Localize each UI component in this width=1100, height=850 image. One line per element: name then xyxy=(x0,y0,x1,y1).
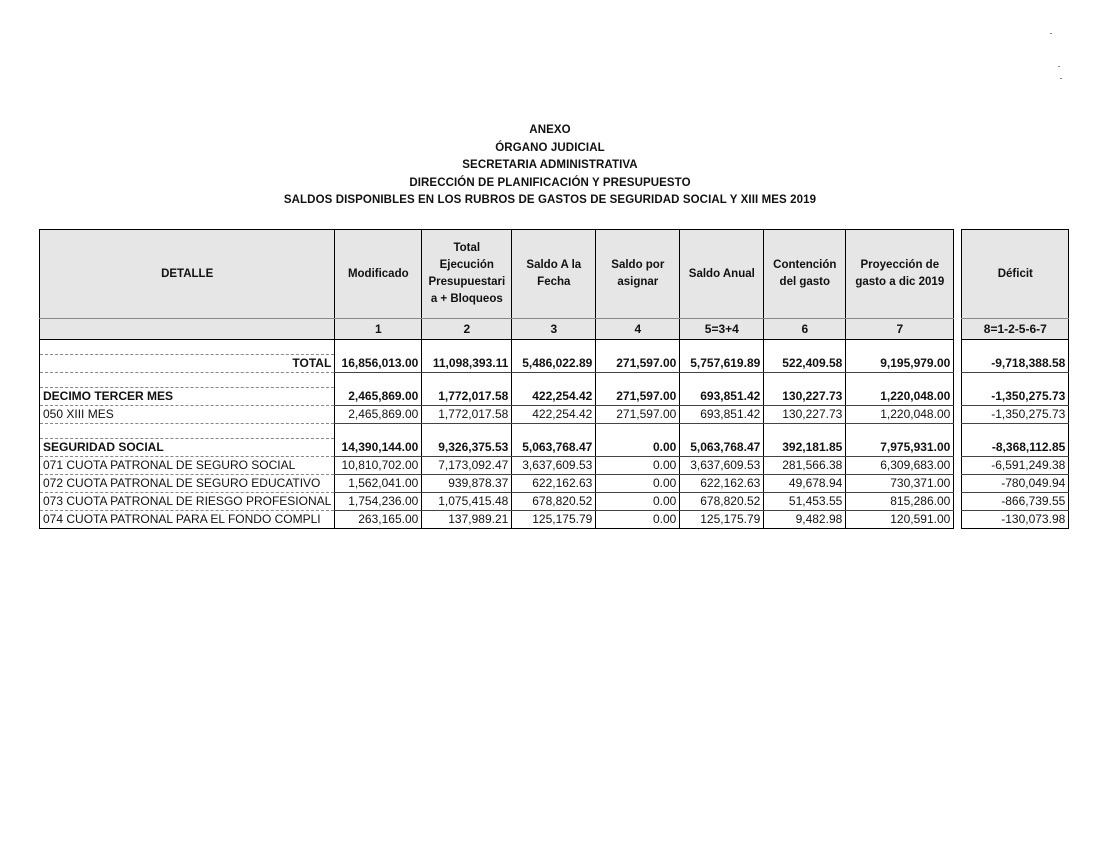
cell-saldo-fecha: 5,063,768.47 xyxy=(512,439,596,457)
cell-deficit: -780,049.94 xyxy=(962,475,1069,493)
cell-ejecucion: 9,326,375.53 xyxy=(422,439,512,457)
cell-saldo-asignar: 271,597.00 xyxy=(596,355,680,373)
cell-saldo-asignar: 271,597.00 xyxy=(596,406,680,424)
cell-contencion: 281,566.38 xyxy=(764,457,846,475)
column-gap xyxy=(954,230,962,319)
header-saldo-asignar: Saldo por asignar xyxy=(596,230,680,319)
cell-saldo-fecha: 622,162.63 xyxy=(512,475,596,493)
cell-proyeccion: 1,220,048.00 xyxy=(846,406,954,424)
header-saldo-anual: Saldo Anual xyxy=(680,230,764,319)
cell-modificado: 10,810,702.00 xyxy=(335,457,422,475)
cell-modificado: 2,465,869.00 xyxy=(335,388,422,406)
row-label: TOTAL xyxy=(40,355,335,373)
header-saldo-fecha: Saldo A la Fecha xyxy=(512,230,596,319)
header-contencion: Contención del gasto xyxy=(764,230,846,319)
cell-modificado: 14,390,144.00 xyxy=(335,439,422,457)
cell-ejecucion: 1,772,017.58 xyxy=(422,388,512,406)
cell-ejecucion: 939,878.37 xyxy=(422,475,512,493)
cell-saldo-asignar: 0.00 xyxy=(596,511,680,529)
spacer-row xyxy=(40,424,1069,439)
table-row-xiii-mes xyxy=(40,406,1069,424)
column-number: 3 xyxy=(512,319,596,340)
cell-deficit: -1,350,275.73 xyxy=(962,406,1069,424)
column-number: 1 xyxy=(335,319,422,340)
cell-saldo-fecha: 422,254.42 xyxy=(512,388,596,406)
cell-saldo-fecha: 3,637,609.53 xyxy=(512,457,596,475)
row-label: 073 CUOTA PATRONAL DE RIESGO PROFESIONAL xyxy=(40,493,335,511)
cell-proyeccion: 7,975,931.00 xyxy=(846,439,954,457)
cell-saldo-anual: 693,851.42 xyxy=(680,388,764,406)
cell-saldo-fecha: 422,254.42 xyxy=(512,406,596,424)
cell-saldo-anual: 125,175.79 xyxy=(680,511,764,529)
header-ejecucion: Total Ejecución Presupuestari a + Bloqueos xyxy=(422,230,512,319)
title-direccion: DIRECCIÓN DE PLANIFICACIÓN Y PRESUPUESTO xyxy=(409,176,691,189)
cell-saldo-anual: 622,162.63 xyxy=(680,475,764,493)
row-label: 072 CUOTA PATRONAL DE SEGURO EDUCATIVO xyxy=(40,475,335,493)
scan-speck xyxy=(1050,33,1052,34)
column-number: 2 xyxy=(422,319,512,340)
cell-contencion: 522,409.58 xyxy=(764,355,846,373)
cell-contencion: 51,453.55 xyxy=(764,493,846,511)
cell-saldo-anual: 3,637,609.53 xyxy=(680,457,764,475)
title-anexo: ANEXO xyxy=(529,124,571,136)
column-number-row xyxy=(40,319,1069,340)
cell-proyeccion: 9,195,979.00 xyxy=(846,355,954,373)
cell-saldo-fecha: 125,175.79 xyxy=(512,511,596,529)
title-organo: ÓRGANO JUDICIAL xyxy=(495,141,605,154)
cell-modificado: 16,856,013.00 xyxy=(335,355,422,373)
cell-proyeccion: 120,591.00 xyxy=(846,511,954,529)
cell-saldo-anual: 693,851.42 xyxy=(680,406,764,424)
cell-saldo-asignar: 0.00 xyxy=(596,457,680,475)
cell-proyeccion: 1,220,048.00 xyxy=(846,388,954,406)
cell-saldo-anual: 5,063,768.47 xyxy=(680,439,764,457)
header-proyeccion: Proyección de gasto a dic 2019 xyxy=(846,230,954,319)
cell-saldo-anual: 678,820.52 xyxy=(680,493,764,511)
cell-saldo-asignar: 0.00 xyxy=(596,475,680,493)
header-detalle: DETALLE xyxy=(40,230,335,319)
spacer-row xyxy=(40,373,1069,388)
cell-saldo-fecha: 5,486,022.89 xyxy=(512,355,596,373)
cell-contencion: 49,678.94 xyxy=(764,475,846,493)
cell-modificado: 1,562,041.00 xyxy=(335,475,422,493)
row-label: 074 CUOTA PATRONAL PARA EL FONDO COMPLI xyxy=(40,511,335,529)
scan-speck xyxy=(1060,78,1062,79)
cell-ejecucion: 137,989.21 xyxy=(422,511,512,529)
table-row-071 xyxy=(40,457,1069,475)
column-number: 8=1-2-5-6-7 xyxy=(962,319,1069,340)
column-gap xyxy=(954,319,962,340)
row-label: 071 CUOTA PATRONAL DE SEGURO SOCIAL xyxy=(40,457,335,475)
column-number: 7 xyxy=(846,319,954,340)
header-deficit: Déficit xyxy=(962,230,1069,319)
row-label: 050 XIII MES xyxy=(40,406,335,424)
cell-ejecucion: 7,173,092.47 xyxy=(422,457,512,475)
budget-table xyxy=(39,229,1069,529)
cell-proyeccion: 6,309,683.00 xyxy=(846,457,954,475)
row-label: SEGURIDAD SOCIAL xyxy=(40,439,335,457)
row-label: DECIMO TERCER MES xyxy=(40,388,335,406)
table-row-seguridad-social xyxy=(40,439,1069,457)
cell-deficit: -6,591,249.38 xyxy=(962,457,1069,475)
table-row-decimo-tercer-mes xyxy=(40,388,1069,406)
cell-modificado: 2,465,869.00 xyxy=(335,406,422,424)
cell-modificado: 263,165.00 xyxy=(335,511,422,529)
cell-contencion: 9,482.98 xyxy=(764,511,846,529)
document-title-block xyxy=(0,122,1100,210)
column-number: 5=3+4 xyxy=(680,319,764,340)
cell-saldo-anual: 5,757,619.89 xyxy=(680,355,764,373)
cell-saldo-asignar: 271,597.00 xyxy=(596,388,680,406)
cell-contencion: 130,227.73 xyxy=(764,406,846,424)
cell-modificado: 1,754,236.00 xyxy=(335,493,422,511)
table-row-total xyxy=(40,355,1069,373)
cell-saldo-asignar: 0.00 xyxy=(596,439,680,457)
cell-ejecucion: 11,098,393.11 xyxy=(422,355,512,373)
cell-deficit: -9,718,388.58 xyxy=(962,355,1069,373)
cell-deficit: -8,368,112.85 xyxy=(962,439,1069,457)
column-number-blank xyxy=(40,319,335,340)
spacer-row xyxy=(40,340,1069,355)
cell-ejecucion: 1,075,415.48 xyxy=(422,493,512,511)
cell-deficit: -866,739.55 xyxy=(962,493,1069,511)
cell-deficit: -130,073.98 xyxy=(962,511,1069,529)
title-saldos: SALDOS DISPONIBLES EN LOS RUBROS DE GASTOS DE SEGURIDAD SOCIAL Y XIII MES 2019 xyxy=(283,194,817,206)
cell-ejecucion: 1,772,017.58 xyxy=(422,406,512,424)
cell-contencion: 130,227.73 xyxy=(764,388,846,406)
table-row-073 xyxy=(40,493,1069,511)
cell-contencion: 392,181.85 xyxy=(764,439,846,457)
header-modificado: Modificado xyxy=(335,230,422,319)
header-row xyxy=(40,230,1069,319)
column-number: 4 xyxy=(596,319,680,340)
cell-proyeccion: 815,286.00 xyxy=(846,493,954,511)
table-row-072 xyxy=(40,475,1069,493)
column-number: 6 xyxy=(764,319,846,340)
cell-saldo-fecha: 678,820.52 xyxy=(512,493,596,511)
title-secretaria: SECRETARIA ADMINISTRATIVA xyxy=(462,159,638,171)
scan-speck xyxy=(1058,66,1060,67)
cell-saldo-asignar: 0.00 xyxy=(596,493,680,511)
cell-proyeccion: 730,371.00 xyxy=(846,475,954,493)
table-row-074 xyxy=(40,511,1069,529)
cell-deficit: -1,350,275.73 xyxy=(962,388,1069,406)
